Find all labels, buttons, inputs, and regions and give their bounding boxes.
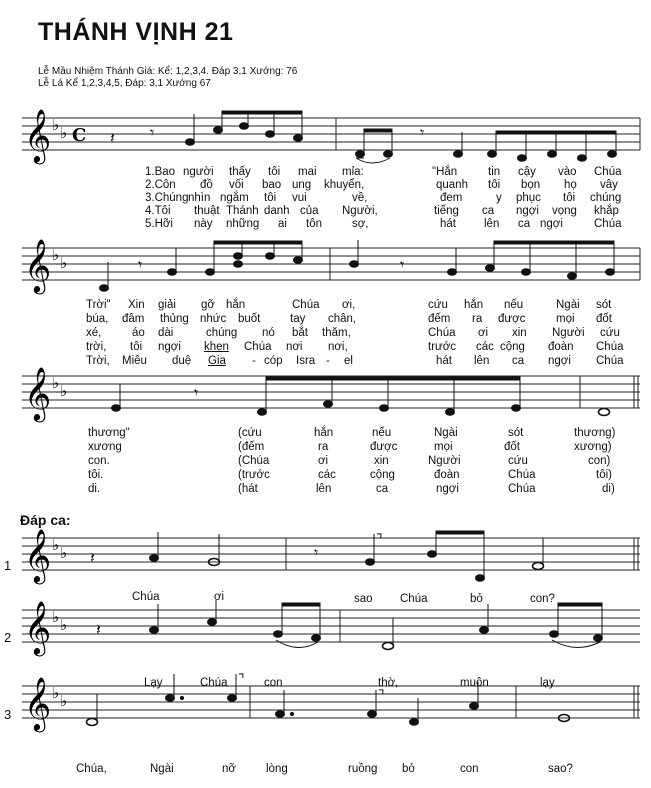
lyric-syllable: dài (158, 327, 174, 339)
lyric-syllable: 1.Bao (145, 166, 176, 178)
lyric-syllable: vui (292, 192, 307, 204)
lyric-syllable: "Hắn (432, 166, 458, 178)
lyric-syllable: Chúa (596, 355, 624, 367)
lyric-syllable: vào (558, 166, 577, 178)
lyric-syllable: đoàn (434, 469, 460, 481)
lyric-syllable: 2.Côn (145, 179, 176, 191)
lyric-syllable: Người, (342, 205, 378, 217)
flat-sign: ♭ (52, 536, 60, 554)
svg-text:𝄾: 𝄾 (194, 383, 199, 402)
lyric-syllable: Miêu (122, 355, 147, 367)
lyric-syllable: đem (440, 192, 463, 204)
liturgy-note-2: Lễ Lá Kể 1,2,3,4,5, Đáp: 3,1 Xướng 67 (38, 78, 211, 89)
lyric-syllable: di. (88, 483, 101, 495)
notes-system-3 (112, 377, 610, 416)
lyric-syllable: duệ (172, 355, 192, 367)
lyric-syllable: (cứu (238, 427, 262, 439)
lyric-syllable: Isra (296, 355, 316, 367)
lyric-syllable: giải (158, 299, 176, 311)
lyric-syllable: người (183, 166, 214, 178)
lyric-syllable: của (300, 205, 319, 217)
lyric-syllable: 3.Chúng (145, 192, 189, 204)
flat-sign: ♭ (52, 116, 60, 134)
lyric-syllable: cộng (370, 469, 395, 481)
lyric-syllable: thủng (160, 313, 189, 325)
lyric-syllable: thăm, (322, 327, 351, 339)
lyric-syllable: nếu (504, 299, 524, 311)
lyric-syllable: xin (374, 455, 389, 467)
lyric-syllable: được (370, 441, 398, 453)
lyric-syllable: ca (512, 355, 525, 367)
lyric-syllable: thờ, (378, 677, 399, 689)
lyric-syllable: đoàn (548, 341, 574, 353)
lyric-syllable: đồ (200, 179, 213, 191)
lyric-syllable: đốt (504, 441, 520, 453)
lyric-syllable: ca (518, 218, 531, 230)
lyric-syllable: di) (602, 483, 615, 495)
svg-text:𝄽: 𝄽 (96, 620, 101, 639)
lyric-syllable: mai (298, 166, 317, 178)
lyric-syllable: Người (552, 327, 585, 339)
lyric-syllable: nơi (286, 341, 303, 353)
lyric-syllable: các (318, 469, 336, 481)
lyric-syllable: được (498, 313, 526, 325)
lyric-syllable: sợ, (352, 218, 369, 230)
lyric-syllable: hắn (464, 299, 484, 311)
lyric-syllable: này (194, 218, 213, 230)
flat-sign: ♭ (60, 616, 68, 634)
lyric-syllable: phục (516, 192, 541, 204)
lyric-syllable: hát (436, 355, 452, 367)
lyric-syllable: ra (472, 313, 483, 325)
lyric-syllable: ngợi (516, 205, 539, 217)
page-title: THÁNH VỊNH 21 (38, 18, 234, 46)
treble-clef: 𝄞 (24, 528, 52, 582)
lyric-syllable: bỏ (470, 593, 483, 605)
lyric-syllable: - (252, 355, 256, 367)
svg-text:𝄾: 𝄾 (400, 255, 405, 274)
flat-sign: ♭ (52, 374, 60, 392)
lyric-syllable: ai (278, 218, 287, 230)
lyric-syllable: bao (262, 179, 282, 191)
lyric-syllable: con (264, 677, 283, 689)
lyric-syllable: thấy (229, 166, 251, 178)
lyric-syllable: tôi) (596, 469, 612, 481)
lyric-syllable: Xin (128, 299, 145, 311)
lyric-syllable: cứu (600, 327, 620, 339)
treble-clef: 𝄞 (24, 600, 52, 654)
lyric-syllable: búa, (86, 313, 109, 325)
treble-clef: 𝄞 (24, 108, 52, 162)
svg-text:⌝: ⌝ (378, 687, 385, 703)
lyric-syllable: Trời" (86, 299, 111, 311)
lyric-syllable: Ngài (150, 763, 174, 775)
svg-text:𝄾: 𝄾 (314, 543, 319, 562)
staff-2 (22, 248, 640, 280)
lyric-syllable: tôn (306, 218, 322, 230)
lyric-syllable: bọn (521, 179, 541, 191)
lyric-syllable: ơi (318, 455, 329, 467)
lyric-syllable: (hát (238, 483, 258, 495)
lyric-syllable: xin (512, 327, 527, 339)
flat-sign: ♭ (60, 254, 68, 272)
lyric-syllable: xương) (574, 441, 612, 453)
lyric-syllable: hát (440, 218, 456, 230)
treble-clef: 𝄞 (24, 366, 52, 420)
lyric-syllable: Chúa (292, 299, 320, 311)
lyric-syllable: xương (88, 441, 122, 453)
lyric-syllable: (Chúa (238, 455, 270, 467)
svg-text:𝄽: 𝄽 (90, 548, 95, 567)
lyric-syllable: về, (352, 192, 368, 204)
lyric-syllable: mọi (556, 313, 575, 325)
flat-sign: ♭ (60, 382, 68, 400)
lyric-syllable: tôi. (88, 469, 104, 481)
lyric-syllable: quanh (436, 179, 468, 191)
lyric-syllable: đốt (596, 313, 612, 325)
liturgy-note-1: Lễ Mầu Nhiệm Thánh Giá: Kể: 1,2,3,4. Đáp 3,1 Xướng: 76 (38, 66, 298, 77)
lyric-syllable: Lạy (144, 677, 163, 689)
lyric-syllable: lên (484, 218, 500, 230)
lyric-syllable: ngợi (158, 341, 181, 353)
lyric-syllable: Thánh (226, 205, 259, 217)
lyric-syllable: đếm (428, 313, 451, 325)
response-line-number: 2 (4, 630, 12, 645)
lyric-syllable: tin (488, 166, 501, 178)
svg-text:𝄾: 𝄾 (420, 123, 425, 142)
lyric-syllable: hắn (314, 427, 334, 439)
lyric-syllable: ca (482, 205, 495, 217)
svg-text:𝄽: 𝄽 (110, 128, 115, 147)
lyric-syllable: khen (204, 341, 229, 353)
lyric-syllable: tôi (488, 179, 501, 191)
lyric-syllable: ra (318, 441, 329, 453)
lyric-syllable: hắn (226, 299, 246, 311)
lyric-syllable: sao (354, 593, 373, 605)
lyric-syllable: cứu (508, 455, 528, 467)
lyric-syllable: chân, (328, 313, 357, 325)
lyric-syllable: ung (292, 179, 312, 191)
flat-sign: ♭ (52, 246, 60, 264)
lyric-syllable: Chúa (244, 341, 272, 353)
lyric-syllable: tôi (563, 192, 576, 204)
response-line-number: 3 (4, 707, 12, 722)
lyric-syllable: chúng (206, 327, 238, 339)
lyric-syllable: trời, (86, 341, 107, 353)
lyric-syllable: tay (290, 313, 306, 325)
lyric-syllable: nếu (372, 427, 392, 439)
lyric-syllable: Chúa (508, 483, 536, 495)
lyric-syllable: nỡ (222, 763, 236, 775)
lyric-syllable: con (460, 763, 479, 775)
lyric-syllable: đâm (122, 313, 145, 325)
lyric-syllable: vối (229, 179, 244, 191)
lyric-syllable: Ngài (556, 299, 580, 311)
lyric-syllable: bắt (292, 327, 308, 339)
lyric-syllable: khắp (594, 205, 619, 217)
staff-response-3 (22, 686, 640, 718)
lyric-syllable: ca (376, 483, 389, 495)
lyric-syllable: 4.Tôi (145, 205, 171, 217)
treble-clef: 𝄞 (24, 238, 52, 292)
lyric-syllable: cứu (428, 299, 448, 311)
lyric-syllable: buốt (238, 313, 261, 325)
lyric-syllable: tôi (264, 192, 277, 204)
lyric-syllable: Chúa (132, 591, 160, 603)
lyric-syllable: Chúa (428, 327, 456, 339)
lyric-syllable: con) (588, 455, 611, 467)
svg-text:𝄾: 𝄾 (138, 255, 143, 274)
lyric-syllable: nơi, (328, 341, 348, 353)
lyric-syllable: nó (262, 327, 275, 339)
lyric-syllable: lòng (266, 763, 288, 775)
flat-sign: ♭ (52, 608, 60, 626)
lyric-syllable: cộng (500, 341, 525, 353)
flat-sign: ♭ (52, 684, 60, 702)
flat-sign: ♭ (60, 544, 68, 562)
lyric-syllable: danh (264, 205, 290, 217)
lyric-syllable: Ngài (434, 427, 458, 439)
lyric-syllable: mọi (434, 441, 453, 453)
lyric-syllable: những (226, 218, 260, 230)
lyric-syllable: ruồng (348, 763, 378, 775)
notes-system-1 (110, 111, 617, 163)
lyric-syllable: lên (474, 355, 490, 367)
lyric-syllable: ngợi (436, 483, 459, 495)
lyric-syllable: Chúa (594, 218, 622, 230)
lyric-syllable: họ (564, 179, 577, 191)
lyric-syllable: vây (600, 179, 618, 191)
lyric-syllable: vọng (552, 205, 577, 217)
lyric-syllable: sót (596, 299, 612, 311)
lyric-syllable: (đếm (238, 441, 265, 453)
lyric-syllable: mỉa: (342, 166, 364, 178)
lyric-syllable: tôi (268, 166, 281, 178)
treble-clef: 𝄞 (24, 676, 52, 730)
response-heading: Đáp ca: (20, 512, 71, 528)
lyric-syllable: ngắm (220, 192, 249, 204)
lyric-syllable: con? (530, 593, 555, 605)
lyric-syllable: cóp (264, 355, 283, 367)
notes-response-1 (90, 531, 544, 581)
lyric-syllable: Người (428, 455, 461, 467)
flat-sign: ♭ (60, 692, 68, 710)
lyric-syllable: Chúa (594, 166, 622, 178)
lyric-syllable: con. (88, 455, 110, 467)
lyric-syllable: tiếng (434, 205, 459, 217)
lyric-syllable: Trời, (86, 355, 110, 367)
lyric-syllable: Gia (208, 355, 226, 367)
lyric-syllable: ơi (214, 591, 225, 603)
lyric-syllable: các (476, 341, 494, 353)
lyric-syllable: Chúa (200, 677, 228, 689)
lyric-syllable: xé, (86, 327, 102, 339)
lyric-syllable: (trước (238, 469, 270, 481)
staff-response-2 (22, 610, 640, 642)
flat-sign: ♭ (60, 124, 68, 142)
lyric-syllable: ngợi (548, 355, 571, 367)
lyric-syllable: 5.Hỡi (145, 218, 173, 230)
lyric-syllable: Chúa (400, 593, 428, 605)
lyric-syllable: muôn (460, 677, 489, 689)
svg-text:⌝: ⌝ (376, 531, 383, 547)
lyric-syllable: y (496, 192, 502, 204)
lyric-syllable: chúng (590, 192, 622, 204)
lyric-syllable: Chúa (596, 341, 624, 353)
lyric-syllable: thương" (88, 427, 130, 439)
lyric-syllable: cậy (518, 166, 536, 178)
lyric-syllable: bỏ (402, 763, 415, 775)
lyric-syllable: - (326, 355, 330, 367)
response-line-number: 1 (4, 558, 12, 573)
lyric-syllable: Chúa (508, 469, 536, 481)
lyric-syllable: nhức (200, 313, 227, 325)
lyric-syllable: lên (316, 483, 332, 495)
svg-text:𝄾: 𝄾 (150, 123, 155, 142)
lyric-syllable: Chúa, (76, 763, 107, 775)
lyric-syllable: thương) (574, 427, 616, 439)
lyric-syllable: sao? (548, 763, 573, 775)
lyric-syllable: áo (132, 327, 145, 339)
lyric-syllable: trước (428, 341, 457, 353)
svg-text:⌝: ⌝ (238, 671, 245, 687)
lyric-syllable: ơi (478, 327, 489, 339)
lyric-syllable: el (344, 355, 353, 367)
lyric-syllable: tôi (130, 341, 143, 353)
lyric-syllable: thuật (194, 205, 220, 217)
lyric-syllable: khuyển, (324, 179, 365, 191)
lyric-syllable: nhìn (188, 192, 211, 204)
lyric-syllable: sót (508, 427, 524, 439)
lyric-syllable: ơi, (342, 299, 356, 311)
lyric-syllable: gỡ (201, 299, 215, 311)
lyric-syllable: ngợi (540, 218, 563, 230)
time-signature: C (72, 125, 87, 146)
staff-response-1 (22, 538, 640, 570)
lyric-syllable: lạy (540, 677, 555, 689)
